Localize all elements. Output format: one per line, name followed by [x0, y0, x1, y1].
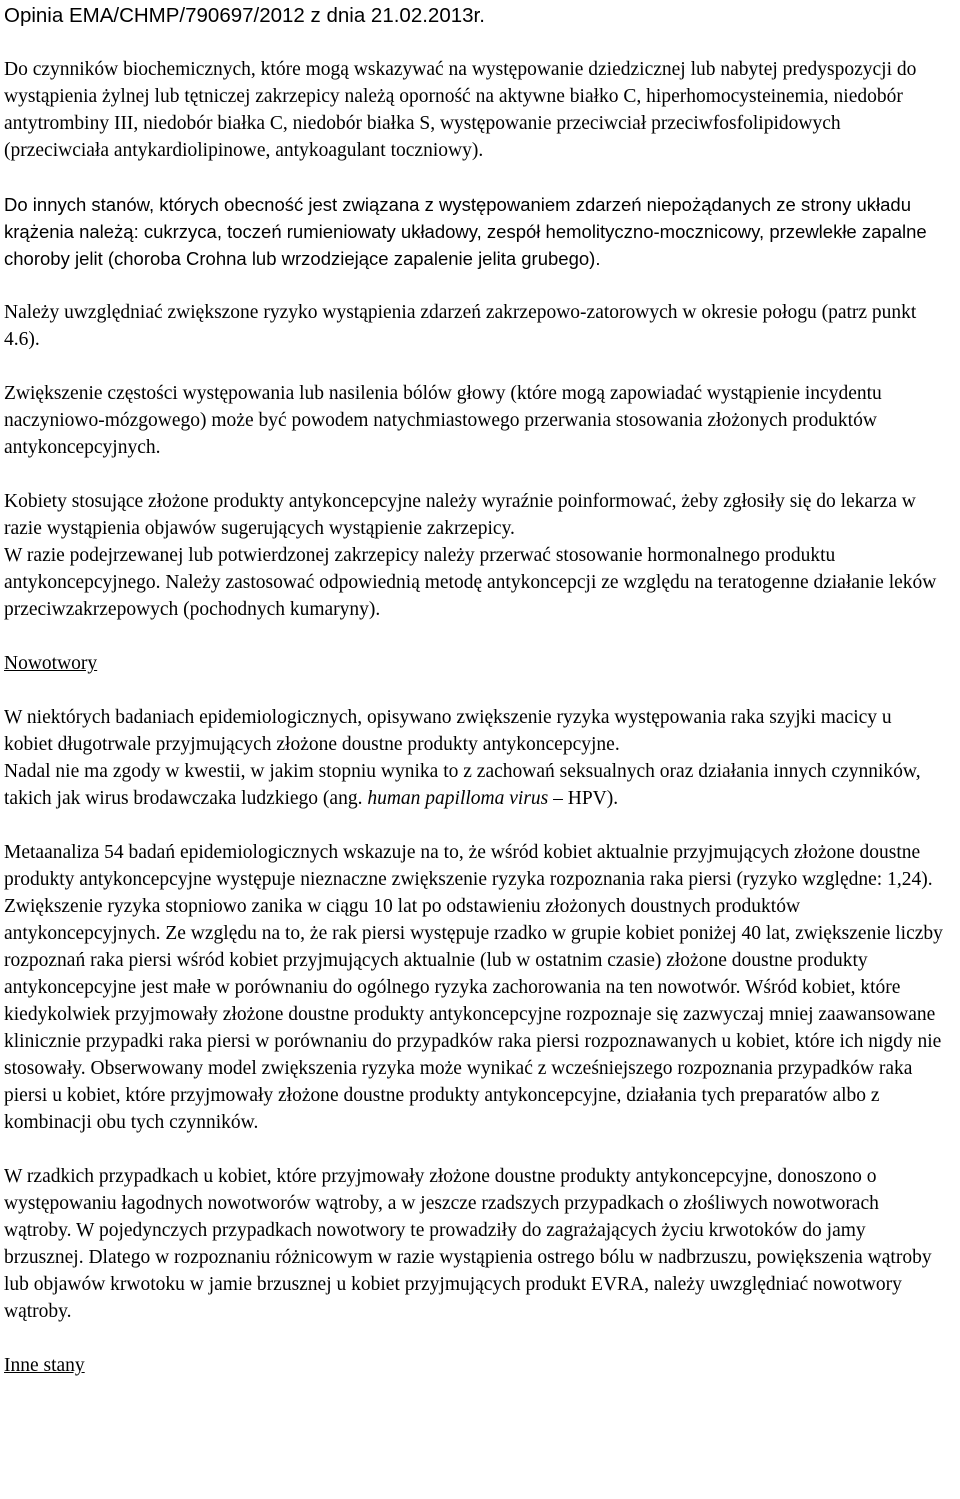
document-header: Opinia EMA/CHMP/790697/2012 z dnia 21.02.2013r. [4, 4, 485, 27]
paragraph-inform-women: Kobiety stosujące złożone produkty antykoncepcyjne należy wyraźnie poinformować, żeby zgłosiły się do lekarza w razie wystąpienia objawów sugerujących wystąpienie zakrzepicy. [4, 491, 916, 539]
spacer [4, 677, 944, 704]
spacer [4, 623, 944, 650]
paragraph-discontinue: W razie podejrzewanej lub potwierdzonej zakrzepicy należy przerwać stosowanie hormonalnego produktu antykoncepcyjnego. Należy zastosować odpowiednią metodę antykoncepcji ze względu na teratogenne działanie leków przeciwzakrzepowych (pochodnych kumaryny). [4, 545, 937, 620]
hpv-abbrev: – HPV). [553, 788, 619, 809]
spacer [4, 461, 944, 488]
section-heading-neoplasms: Nowotwory [4, 653, 98, 674]
paragraph-other-conditions: Do innych stanów, których obecność jest związana z występowaniem zdarzeń niepożądanych ze strony układu krążenia należą: cukrzyca, toczeń rumieniowaty układowy, zespół hemolityczno-mocznicowy, przewlekłe zapalne choroby jelit (choroba Crohna lub wrzodziejące zapalenie jelita grubego). [4, 194, 927, 269]
paragraph-biochemical-factors: Do czynników biochemicznych, które mogą wskazywać na występowanie dziedzicznej lub nabytej predyspozycji do wystąpienia żylnej lub tętniczej zakrzepicy należą oporność na aktywne białko C, hiperhomocysteinemia, niedobór antytrombiny III, niedobór białka C, niedobór białka S, występowanie przeciwciał przeciwfosfolipidowych (przeciwciała antykardiolipinowe, antykoagulant toczniowy). [4, 59, 917, 161]
document-page [4, 0, 944, 1379]
spacer [4, 164, 944, 191]
spacer [4, 1136, 944, 1163]
hpv-text: Nadal nie ma zgody w kwestii, w jakim stopniu wynika to z zachowań seksualnych oraz działania innych czynników, takich jak wirus brodawczaka ludzkiego (ang. [4, 761, 921, 809]
paragraph-liver-tumors: W rzadkich przypadkach u kobiet, które przyjmowały złożone doustne produkty antykoncepcyjne, donoszono o występowaniu łagodnych nowotworów wątroby, a w jeszcze rzadszych przypadkach o złośliwych nowotworach wątroby. W pojedynczych przypadkach nowotwory te prowadziły do zagrażających życiu krwotoków do jamy brzusznej. Dlatego w rozpoznaniu różnicowym w razie wystąpienia ostrego bólu w nadbrzuszu, powiększenia wątroby lub objawów krwotoku w jamie brzusznej u kobiet przyjmujących produkt EVRA, należy uwzględniać nowotwory wątroby. [4, 1166, 932, 1322]
hpv-italic-term: human papilloma virus [367, 788, 549, 809]
paragraph-breast-cancer: Metaanaliza 54 badań epidemiologicznych wskazuje na to, że wśród kobiet aktualnie przyjmujących złożone doustne produkty antykoncepcyjne występuje nieznaczne zwiększenie ryzyka rozpoznania raka piersi (ryzyko względne: 1,24). Zwiększenie ryzyka stopniowo zanika w ciągu 10 lat po odstawieniu złożonych doustnych produktów antykoncepcyjnych. Ze względu na to, że rak piersi występuje rzadko w grupie kobiet poniżej 40 lat, zwiększenie liczby rozpoznań raka piersi wśród kobiet przyjmujących aktualnie (lub w ostatnim czasie) złożone doustne produkty antykoncepcyjne jest małe w porównaniu do ogólnego ryzyka zachorowania na ten nowotwór. Wśród kobiet, które kiedykolwiek przyjmowały złożone doustne produkty antykoncepcyjne rozpoznaje się zazwyczaj mniej zaawansowane klinicznie przypadki raka piersi w porównaniu do przypadków raka piersi rozpoznawanych u kobiet, które ich nigdy nie stosowały. Obserwowany model zwiększenia ryzyka może wynikać z wcześniejszego rozpoznania przypadków raka piersi u kobiet, które przyjmowały złożone doustne produkty antykoncepcyjne, działania tych preparatów albo z kombinacji obu tych czynników. [4, 842, 943, 1133]
paragraph-hpv [4, 758, 944, 812]
spacer [4, 353, 944, 380]
spacer [4, 1325, 944, 1352]
paragraph-puerperium: Należy uwzględniać zwiększone ryzyko wystąpienia zdarzeń zakrzepowo-zatorowych w okresie połogu (patrz punkt 4.6). [4, 302, 917, 350]
spacer [4, 29, 944, 56]
paragraph-cervical-cancer: W niektórych badaniach epidemiologicznych, opisywano zwiększenie ryzyka występowania raka szyjki macicy u kobiet długotrwale przyjmujących złożone doustne produkty antykoncepcyjne. [4, 707, 892, 755]
spacer [4, 272, 944, 299]
paragraph-headaches: Zwiększenie częstości występowania lub nasilenia bólów głowy (które mogą zapowiadać wystąpienie incydentu naczyniowo-mózgowego) może być powodem natychmiastowego przerwania stosowania złożonych produktów antykoncepcyjnych. [4, 383, 882, 458]
section-heading-other-conditions: Inne stany [4, 1355, 85, 1376]
spacer [4, 812, 944, 839]
